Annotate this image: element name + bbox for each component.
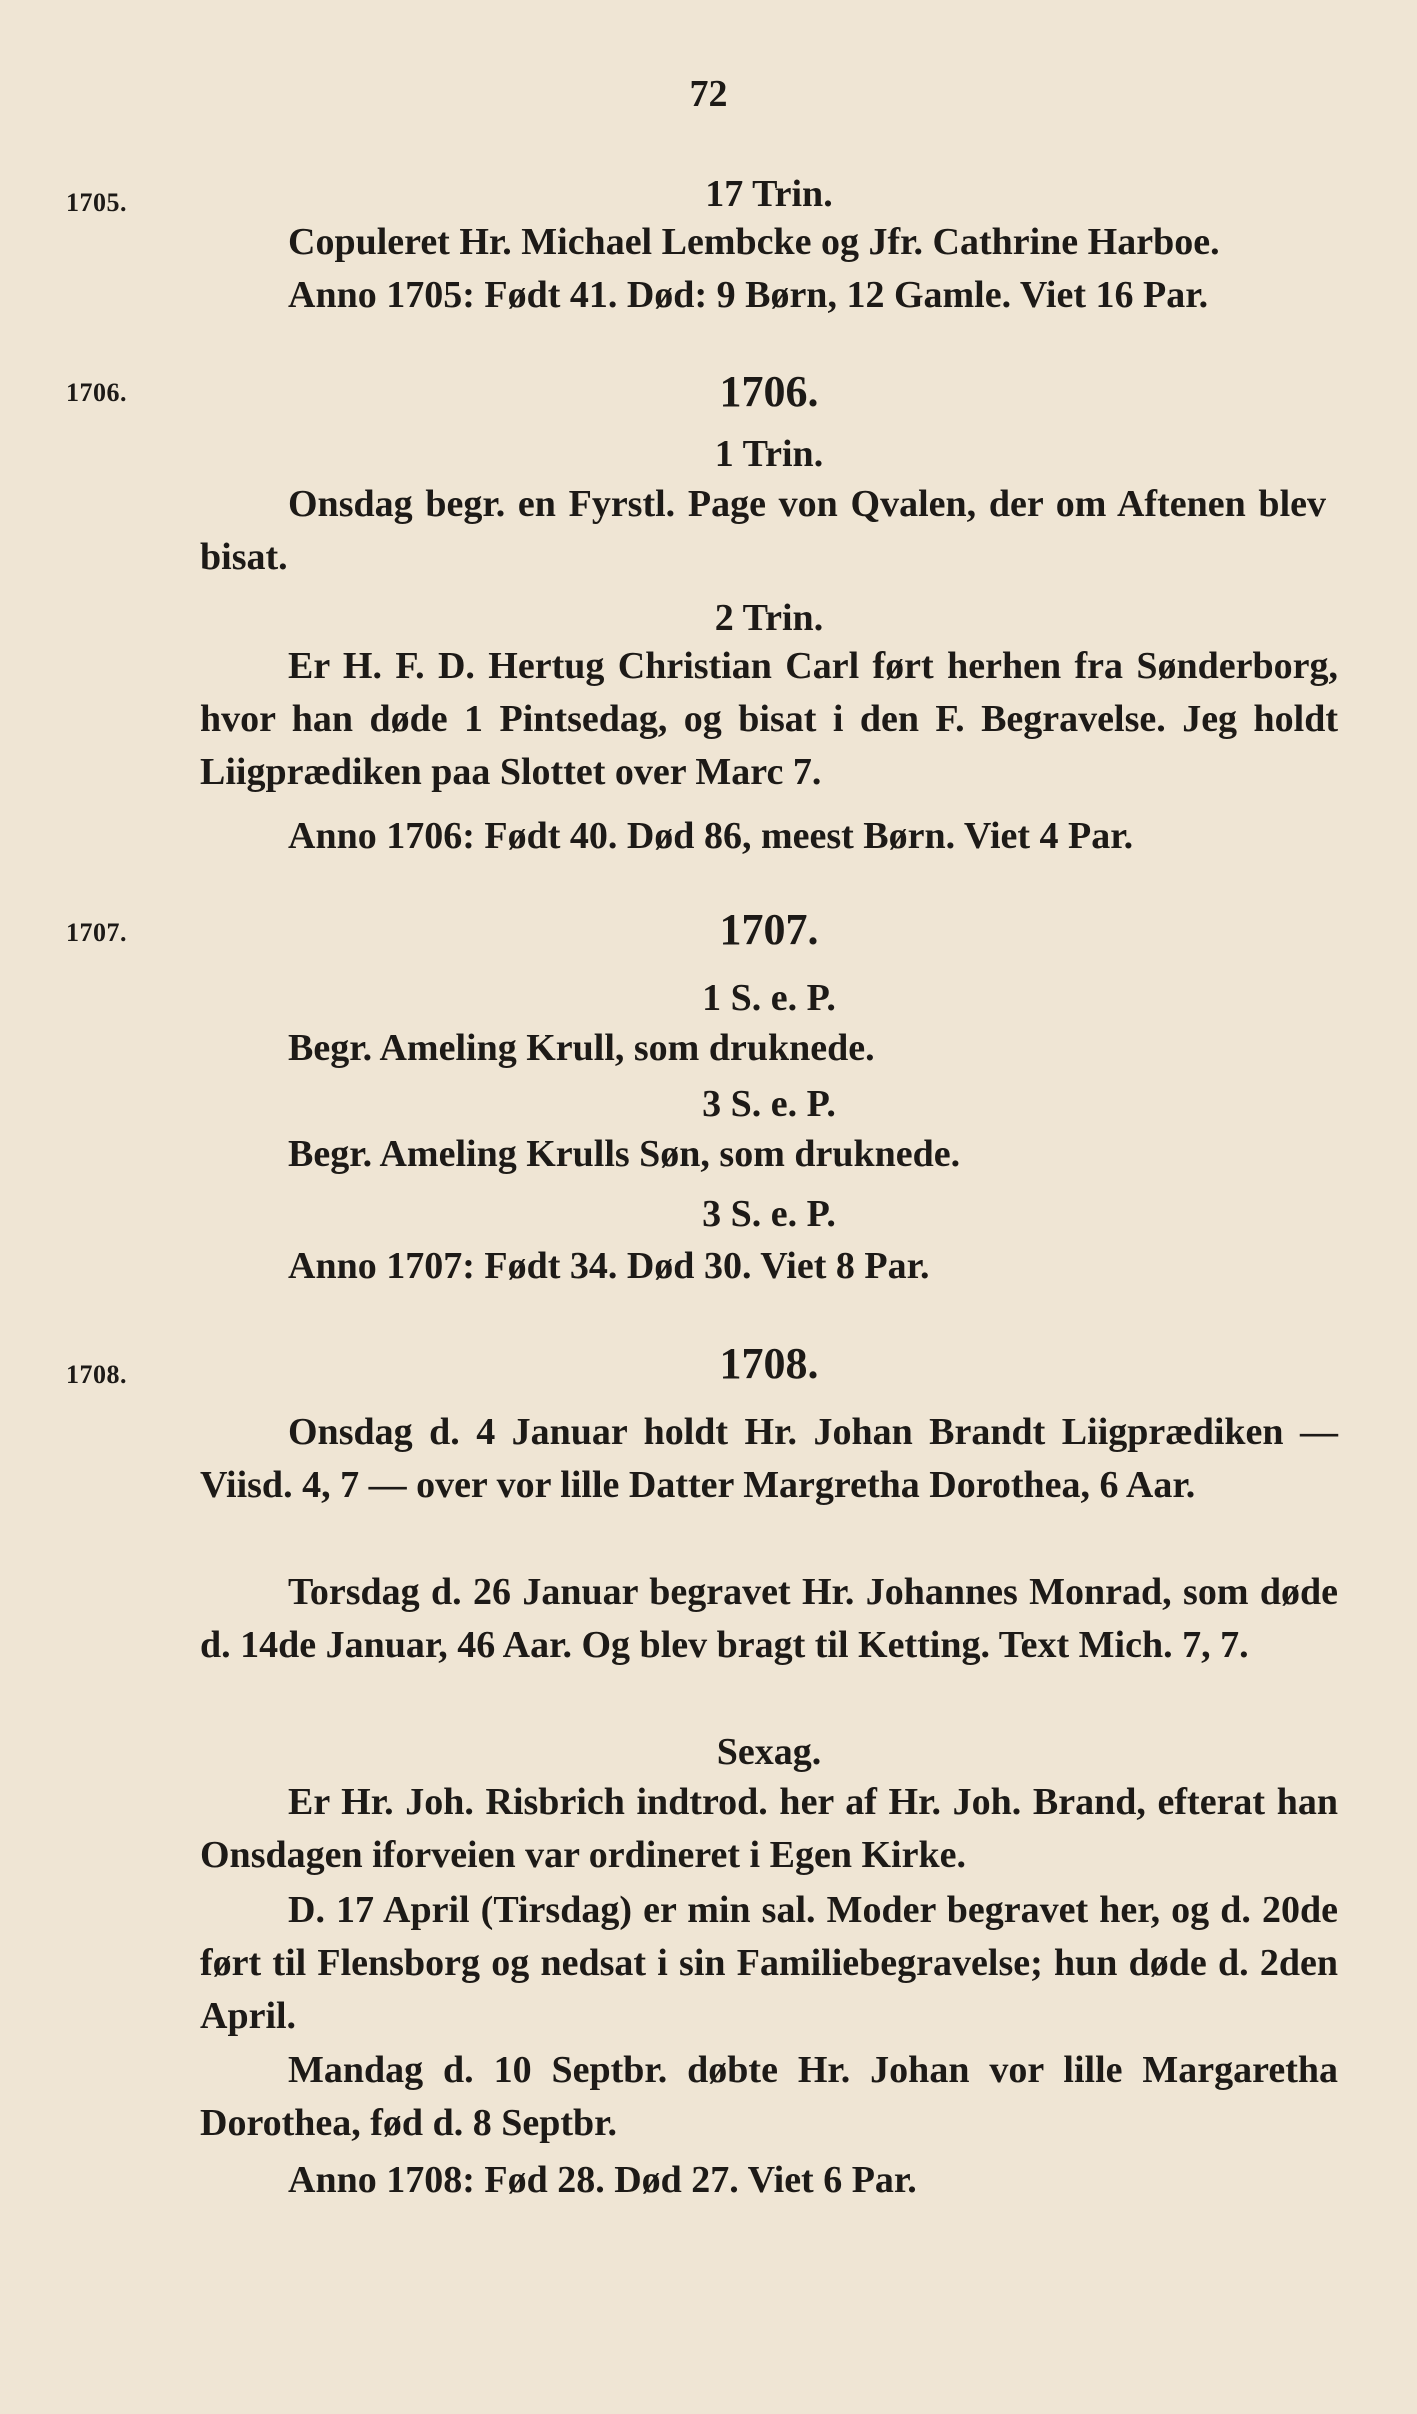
anno-1708: Anno 1708: Fød 28. Død 27. Viet 6 Par. (288, 2159, 917, 2201)
anno-1705: Anno 1705: Født 41. Død: 9 Børn, 12 Gamle. Viet 16 Par. (288, 274, 1209, 316)
entry-1707-krull-son: Begr. Ameling Krulls Søn, som druknede. (288, 1133, 961, 1175)
entry-1708-moder: D. 17 April (Tirsdag) er min sal. Moder begravet her, og d. 20de ført til Flensborg og nedsat i sin Familiebegravelse; hun døde d. 2den April. (200, 1889, 1338, 2037)
heading-1-trin: 1 Trin. (714, 433, 824, 475)
margin-year-1708: 1708. (66, 1360, 127, 1389)
anno-1706: Anno 1706: Født 40. Død 86, meest Børn. Viet 4 Par. (288, 815, 1134, 857)
margin-year-1705: 1705. (66, 188, 127, 217)
year-heading-1706: 1706. (719, 367, 819, 416)
entry-1708-baptism: Mandag d. 10 Septbr. døbte Hr. Johan vor lille Margaretha Dorothea, fød d. 8 Septbr. (200, 2049, 1338, 2144)
heading-3-s-e-p: 3 S. e. P. (702, 1083, 836, 1125)
margin-year-1707: 1707. (66, 918, 127, 947)
page-number: 72 (689, 73, 728, 115)
margin-year-1706: 1706. (66, 378, 127, 407)
heading-17-trin: 17 Trin. (705, 173, 833, 215)
entry-1707-krull: Begr. Ameling Krull, som druknede. (288, 1027, 875, 1069)
entry-1708-monrad: Torsdag d. 26 Januar begravet Hr. Johannes Monrad, som døde d. 14de Januar, 46 Aar. Og blev bragt til Ketting. Text Mich. 7, 7. (200, 1571, 1338, 1666)
heading-1-s-e-p: 1 S. e. P. (702, 977, 836, 1019)
anno-1707: Anno 1707: Født 34. Død 30. Viet 8 Par. (288, 1245, 930, 1287)
year-heading-1707: 1707. (719, 905, 819, 954)
entry-1706-page: Onsdag begr. en Fyrstl. Page von Qvalen, der om Aftenen blev bisat. (200, 483, 1326, 578)
year-heading-1708: 1708. (719, 1339, 819, 1388)
entry-1708-liigpraediken: Onsdag d. 4 Januar holdt Hr. Johan Brandt Liigprædiken — Viisd. 4, 7 — over vor lille Datter Margretha Dorothea, 6 Aar. (200, 1411, 1338, 1506)
entry-1705-marriage (200, 216, 1338, 322)
heading-2-trin: 2 Trin. (714, 597, 824, 639)
entry-1708-risbrich: Er Hr. Joh. Risbrich indtrod. her af Hr. Joh. Brand, efterat han Onsdagen iforveien var ordineret i Egen Kirke. (200, 1781, 1338, 1876)
heading-3-s-e-p-2: 3 S. e. P. (702, 1193, 836, 1235)
heading-sexag: Sexag. (716, 1731, 822, 1773)
entry-1706-hertug: Er H. F. D. Hertug Christian Carl ført herhen fra Sønderborg, hvor han døde 1 Pintsedag, og bisat i den F. Begravelse. Jeg holdt Liigprædiken paa Slottet over Marc 7. (200, 645, 1338, 793)
text-line: Copuleret Hr. Michael Lembcke og Jfr. Cathrine Harboe. (288, 221, 1220, 263)
